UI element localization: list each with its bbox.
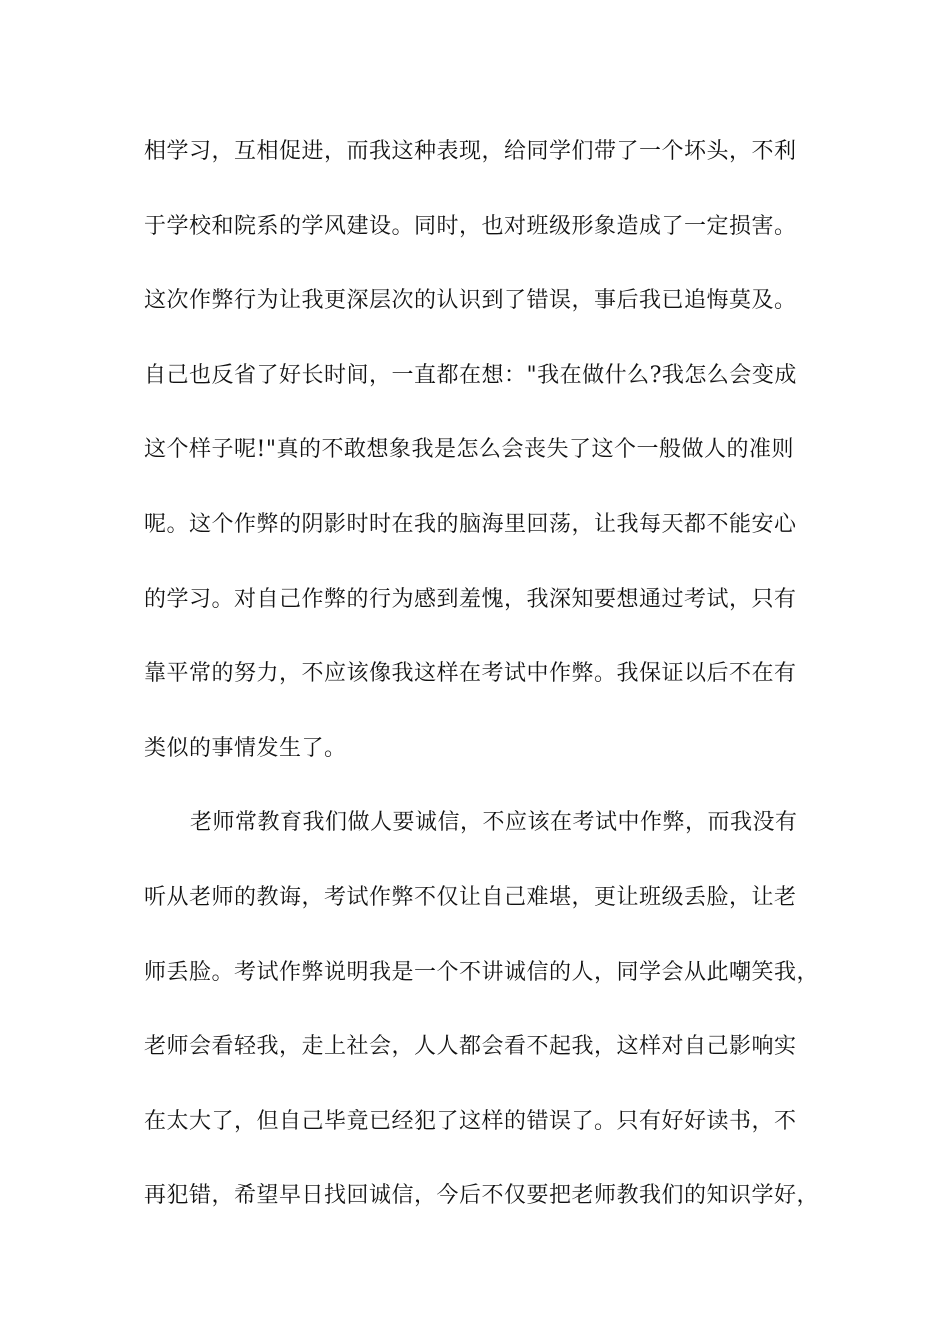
text-line: 自己也反省了好长时间，一直都在想："我在做什么?我怎么会变成	[144, 362, 797, 388]
text-line: 相学习，互相促进，而我这种表现，给同学们带了一个坏头，不利	[144, 139, 797, 164]
text-line: 于学校和院系的学风建设。同时，也对班级形象造成了一定损害。	[144, 213, 797, 239]
text-line: 的学习。对自己作弊的行为感到羞愧，我深知要想通过考试，只有	[144, 586, 797, 612]
text-line: 老师会看轻我，走上社会，人人都会看不起我，这样对自己影响实	[144, 1034, 797, 1060]
text-line: 这个样子呢!"真的不敢想象我是怎么会丧失了这个一般做人的准则	[144, 437, 794, 463]
text-line: 在太大了，但自己毕竟已经犯了这样的错误了。只有好好读书，不	[144, 1108, 797, 1134]
paragraph-first-line: 老师常教育我们做人要诚信，不应该在考试中作弊，而我没有	[190, 810, 798, 836]
text-line: 靠平常的努力，不应该像我这样在考试中作弊。我保证以后不在有	[144, 661, 797, 687]
text-line: 类似的事情发生了。	[144, 735, 347, 761]
text-line: 听从老师的教诲，考试作弊不仅让自己难堪，更让班级丢脸，让老	[144, 884, 797, 910]
text-line: 师丢脸。考试作弊说明我是一个不讲诚信的人，同学会从此嘲笑我，	[144, 959, 820, 985]
text-line: 呢。这个作弊的阴影时时在我的脑海里回荡，让我每天都不能安心	[144, 511, 797, 537]
text-line: 这次作弊行为让我更深层次的认识到了错误，事后我已追悔莫及。	[144, 288, 797, 314]
body-text	[144, 130, 824, 1249]
text-line: 再犯错，希望早日找回诚信，今后不仅要把老师教我们的知识学好，	[144, 1183, 820, 1209]
